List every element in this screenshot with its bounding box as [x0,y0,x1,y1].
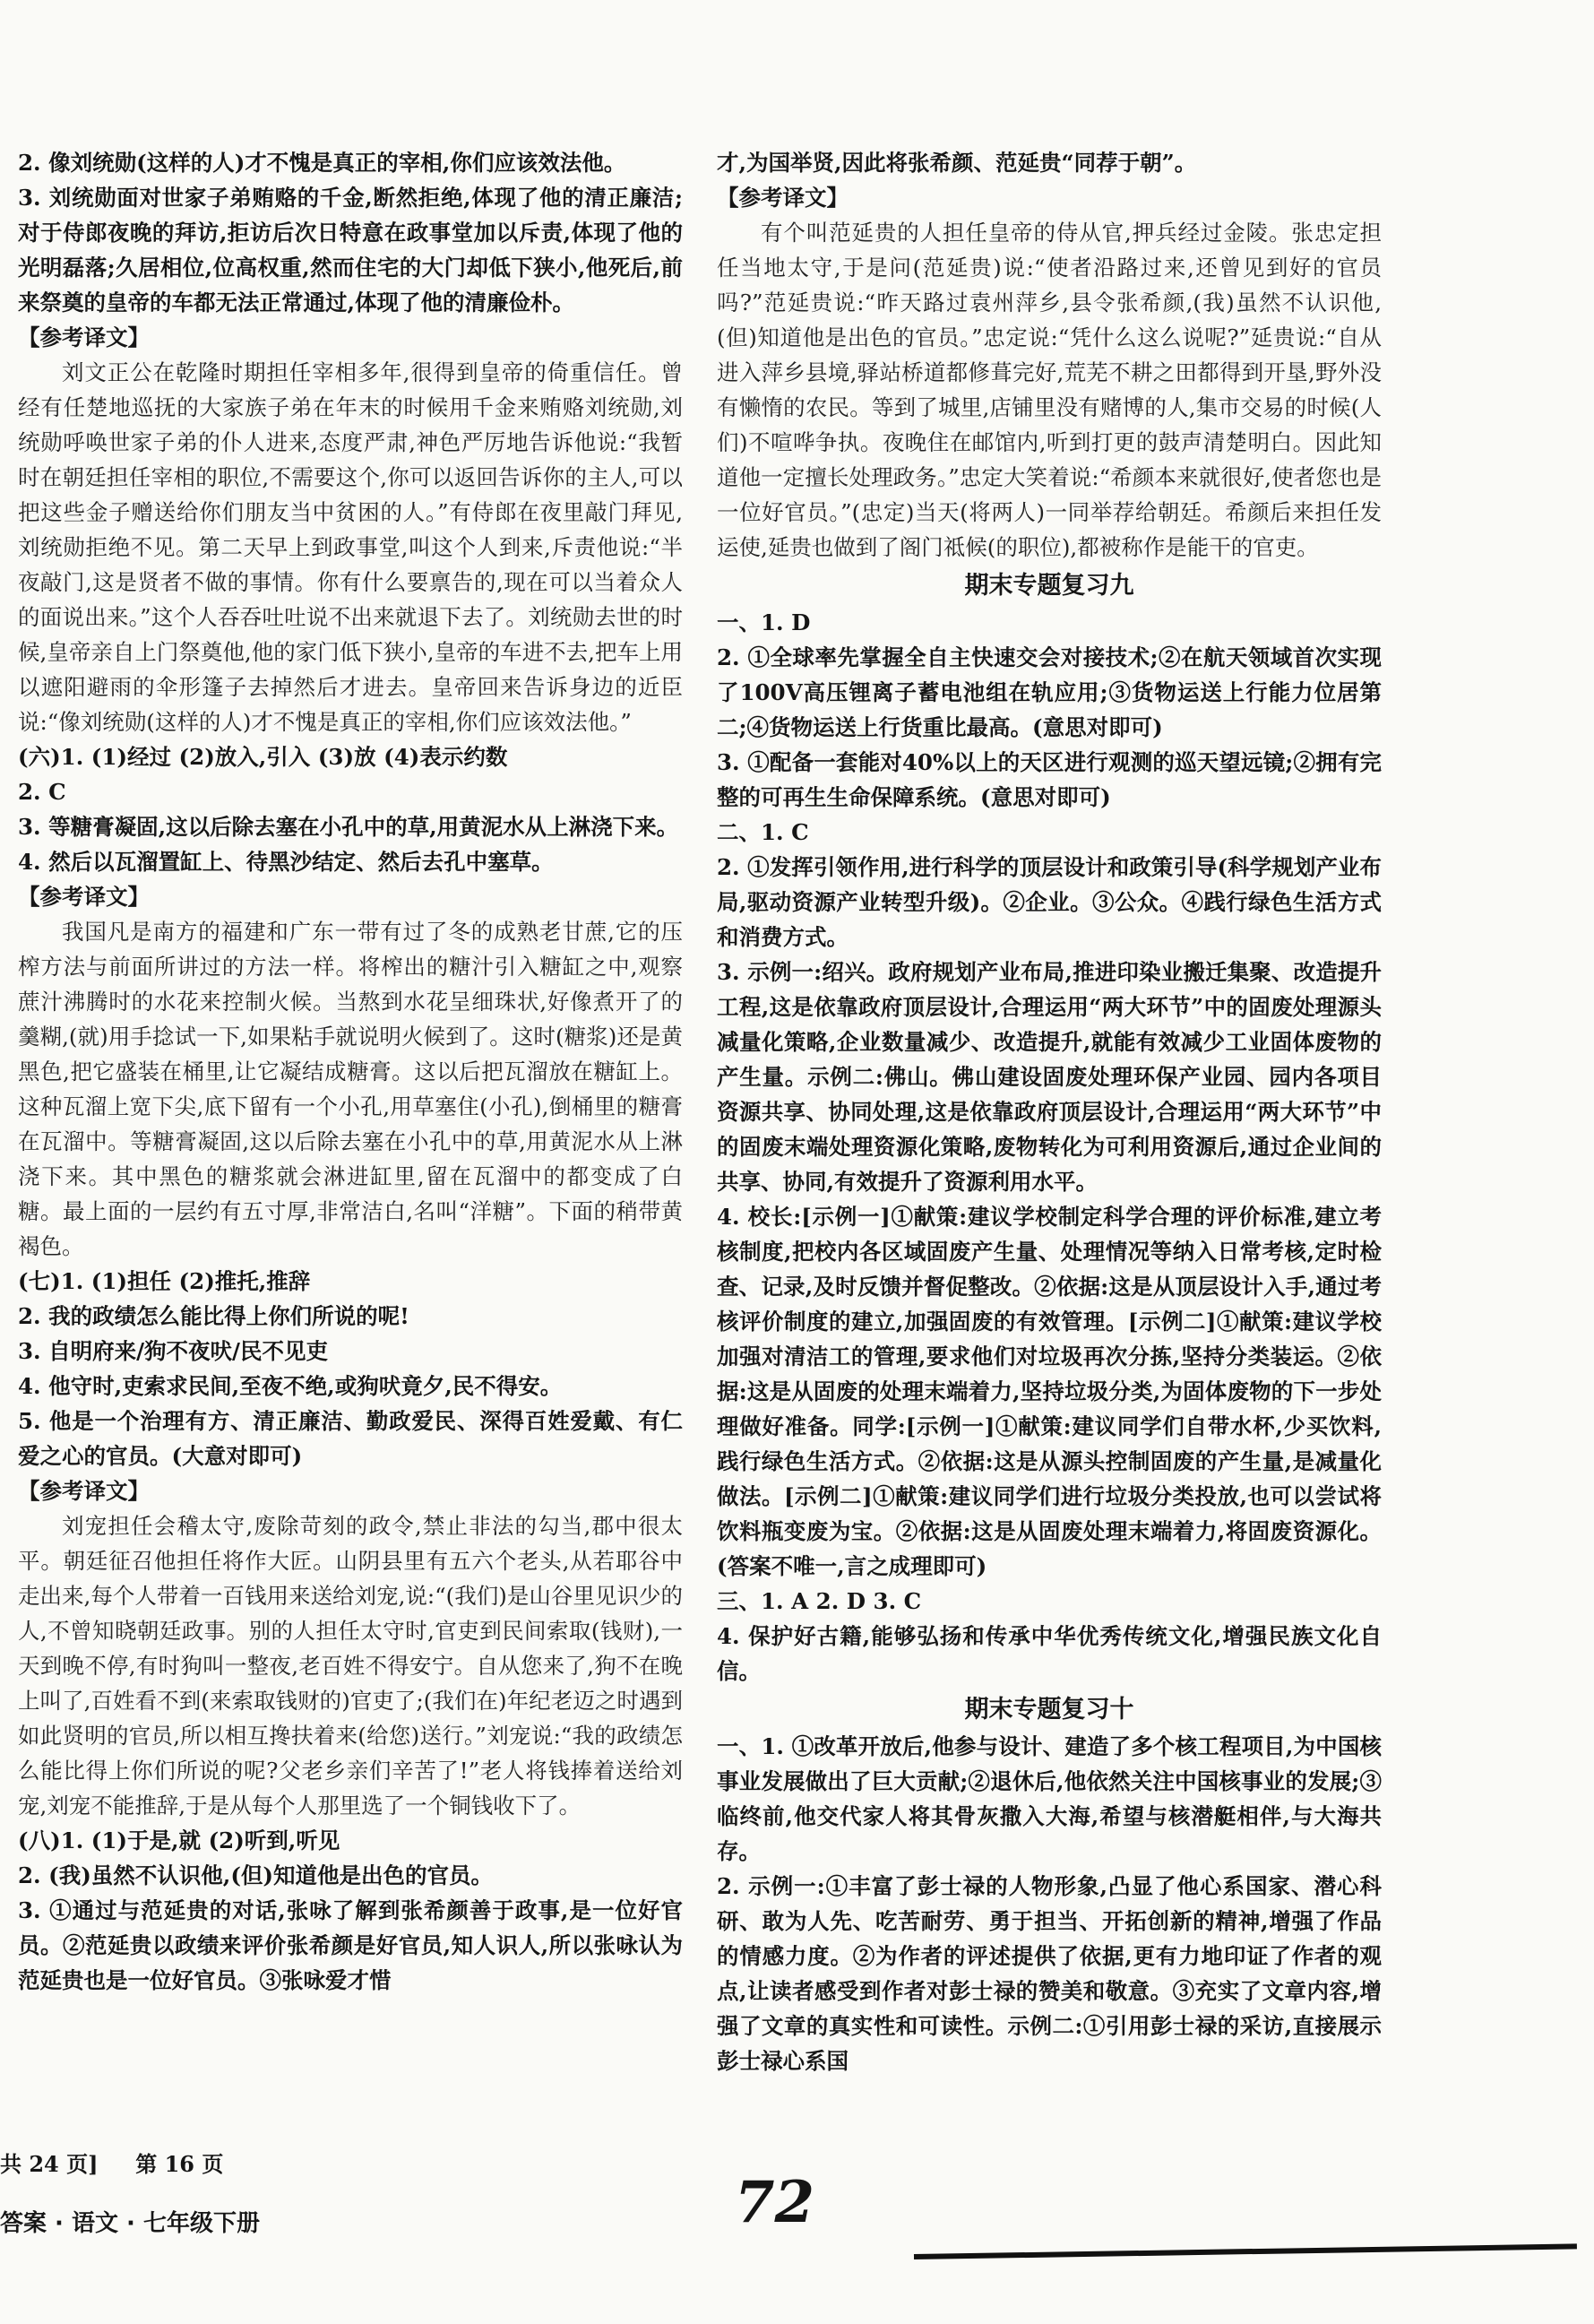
answer-item: 三、1. A 2. D 3. C [717,1588,922,1614]
answer-item: 3. ①配备一套能对40%以上的天区进行观测的巡天望远镜;②拥有完整的可再生生命保障系统。(意思对即可) [717,749,1382,810]
answer-item: 一、1. D [717,609,811,635]
translation-paragraph: 我国凡是南方的福建和广东一带有过了冬的成熟老甘蔗,它的压榨方法与前面所讲过的方法一样。将榨出的糖汁引入糖缸之中,观察蔗汁沸腾时的水花来控制火候。当熬到水花呈细珠状,好像煮开了的羹糊,(就)用手捻试一下,如果粘手就说明火候到了。这时(糖浆)还是黄黑色,把它盛装在桶里,让它凝结成糖膏。这以后把瓦溜放在糖缸上。这种瓦溜上宽下尖,底下留有一个小孔,用草塞住(小孔),倒桶里的糖膏在瓦溜中。等糖膏凝固,这以后除去塞在小孔中的草,用黄泥水从上淋浇下来。其中黑色的糖浆就会淋进缸里,留在瓦溜中的都变成了白糖。最上面的一层约有五寸厚,非常洁白,名叫“洋糖”。下面的稍带黄褐色。 [18,919,683,1259]
answer-item: 一、1. ①改革开放后,他参与设计、建造了多个核工程项目,为中国核事业发展做出了巨大贡献;②退休后,他依然关注中国核事业的发展;③临终前,他交代家人将其骨灰撒入大海,希望与核潜艇相伴,与大海共存。 [717,1733,1382,1864]
answer-item: (六)1. (1)经过 (2)放入,引入 (3)放 (4)表示约数 [18,744,508,770]
answer-item: 4. 然后以瓦溜置缸上、待黑沙结定、然后去孔中塞草。 [18,849,554,875]
answer-item: 4. 保护好古籍,能够弘扬和传承中华优秀传统文化,增强民族文化自信。 [717,1623,1382,1684]
answer-item: 2. 我的政绩怎么能比得上你们所说的呢! [18,1303,409,1329]
translation-paragraph: 有个叫范延贵的人担任皇帝的侍从官,押兵经过金陵。张忠定担任当地太守,于是问(范延贵)说:“使者沿路过来,还曾见到好的官员吗?”范延贵说:“昨天路过袁州萍乡,县令张希颜,(我)虽然不认识他,(但)知道他是出色的官员。”忠定说:“凭什么这么说呢?”延贵说:“自从进入萍乡县境,驿站桥道都修葺完好,荒芜不耕之田都得到开垦,野外没有懒惰的农民。等到了城里,店铺里没有赌博的人,集市交易的时候(人们)不喧哗争执。夜晚住在邮馆内,听到打更的鼓声清楚明白。因此知道他一定擅长处理政务。”忠定大笑着说:“希颜本来就很好,使者您也是一位好官员。”(忠定)当天(将两人)一同举荐给朝廷。希颜后来担任发运使,延贵也做到了阁门祗候(的职位),都被称作是能干的官吏。 [717,220,1382,560]
answer-item: 3. 示例一:绍兴。政府规划产业布局,推进印染业搬迁集聚、改造提升工程,这是依靠政府顶层设计,合理运用“两大环节”中的固废处理源头减量化策略,企业数量减少、改造提升,就能有效减少工业固体废物的产生量。示例二:佛山。佛山建设固废处理环保产业园、园内各项目资源共享、协同处理,这是依靠政府顶层设计,合理运用“两大环节”中的固废末端处理资源化策略,废物转化为可利用资源后,通过企业间的共享、协同,有效提升了资源利用水平。 [717,959,1382,1195]
answer-item: 3. 刘统勋面对世家子弟贿赂的千金,断然拒绝,体现了他的清正廉洁;对于侍郎夜晚的拜访,拒访后次日特意在政事堂加以斥责,体现了他的光明磊落;久居相位,位高权重,然而住宅的大门却低下狭小,他死后,前来祭奠的皇帝的车都无法正常通过,体现了他的清廉俭朴。 [18,185,683,315]
answer-item: 2. 示例一:①丰富了彭士禄的人物形象,凸显了他心系国家、潜心科研、敢为人先、吃苦耐劳、勇于担当、开拓创新的精神,增强了作品的情感力度。②为作者的评述提供了依据,更有力地印证了作者的观点,让读者感受到作者对彭士禄的赞美和敬意。③充实了文章内容,增强了文章的真实性和可读性。示例二:①引用彭士禄的采访,直接展示彭士禄心系国 [717,1873,1382,2074]
answer-item: 2. 像刘统勋(这样的人)才不愧是真正的宰相,你们应该效法他。 [18,150,626,176]
translation-paragraph: 刘宠担任会稽太守,废除苛刻的政令,禁止非法的勾当,郡中很太平。朝廷征召他担任将作大匠。山阴县里有五六个老头,从若耶谷中走出来,每个人带着一百钱用来送给刘宠,说:“(我们)是山谷里见识少的人,不曾知晓朝廷政事。别的人担任太守时,官吏到民间索取(钱财),一天到晚不停,有时狗叫一整夜,老百姓不得安宁。自从您来了,狗不在晚上叫了,百姓看不到(来索取钱财的)官吏了;(我们在)年纪老迈之时遇到如此贤明的官员,所以相互搀扶着来(给您)送行。”刘宠说:“我的政绩怎么能比得上你们所说的呢?父老乡亲们辛苦了!”老人将钱捧着送给刘宠,刘宠不能推辞,于是从每个人那里选了一个铜钱收下了。 [18,1513,683,1819]
answer-item: (七)1. (1)担任 (2)推托,推辞 [18,1268,311,1294]
answer-item: (八)1. (1)于是,就 (2)听到,听见 [18,1827,340,1853]
answer-item: 4. 他守时,吏索求民间,至夜不绝,或狗吠竟夕,民不得安。 [18,1373,563,1399]
answer-item: 5. 他是一个治理有方、清正廉洁、勤政爱民、深得百姓爱戴、有仁爱之心的官员。(大意对即可) [18,1408,683,1469]
right-column [717,145,1382,2078]
footer-current-page: 第 16 页 [135,2151,224,2177]
answer-item: 2. C [18,779,66,805]
footer-book-title: 答案 · 语文 · 七年级下册 [0,2210,260,2237]
answer-item: 3. ①通过与范延贵的对话,张咏了解到张希颜善于政事,是一位好官员。②范延贵以政绩来评价张希颜是好官员,知人识人,所以张咏认为范延贵也是一位好官员。③张咏爱才惜 [18,1897,683,1993]
answer-item: 2. ①发挥引领作用,进行科学的顶层设计和政策引导(科学规划产业布局,驱动资源产业转型升级)。②企业。③公众。④践行绿色生活方式和消费方式。 [717,854,1382,950]
footer-total-pages: 共 24 页] [0,2151,99,2177]
section-title: 期末专题复习九 [964,572,1134,600]
answer-item: 才,为国举贤,因此将张希颜、范延贵“同荐于朝”。 [717,150,1197,176]
answer-item: 3. 自明府来/狗不夜吠/民不见吏 [18,1338,329,1364]
reference-translation-heading: 【参考译文】 [18,884,150,910]
bottom-rule [914,2243,1577,2259]
answer-item: 二、1. C [717,819,809,845]
footer-page-info [0,2147,223,2178]
section-title: 期末专题复习十 [964,1696,1134,1724]
translation-paragraph: 刘文正公在乾隆时期担任宰相多年,很得到皇帝的倚重信任。曾经有任楚地巡抚的大家族子弟在年末的时候用千金来贿赂刘统勋,刘统勋呼唤世家子弟的仆人进来,态度严肃,神色严厉地告诉他说:“我暂时在朝廷担任宰相的职位,不需要这个,你可以返回告诉你的主人,可以把这些金子赠送给你们朋友当中贫困的人。”有侍郎在夜里敲门拜见,刘统勋拒绝不见。第二天早上到政事堂,叫这个人到来,斥责他说:“半夜敲门,这是贤者不做的事情。你有什么要禀告的,现在可以当着众人的面说出来。”这个人吞吞吐吐说不出来就退下去了。刘统勋去世的时候,皇帝亲自上门祭奠他,他的家门低下狭小,皇帝的车进不去,把车上用以遮阳避雨的伞形篷子去掉然后才进去。皇帝回来告诉身边的近臣说:“像刘统勋(这样的人)才不愧是真正的宰相,你们应该效法他。” [18,359,683,735]
answer-item: 2. ①全球率先掌握全自主快速交会对接技术;②在航天领域首次实现了100V高压锂离子蓄电池组在轨应用;③货物运送上行能力位居第二;④货物运送上行货重比最高。(意思对即可) [717,644,1382,740]
answer-item: 2. (我)虽然不认识他,(但)知道他是出色的官员。 [18,1862,494,1888]
reference-translation-heading: 【参考译文】 [18,324,150,350]
reference-translation-heading: 【参考译文】 [717,185,849,211]
page-number: 72 [735,2169,815,2236]
reference-translation-heading: 【参考译文】 [18,1478,150,1504]
answer-item: 4. 校长:[示例一]①献策:建议学校制定科学合理的评价标准,建立考核制度,把校内各区域固废产生量、处理情况等纳入日常考核,定时检查、记录,及时反馈并督促整改。②依据:这是从顶层设计入手,通过考核评价制度的建立,加强固废的有效管理。[示例二]①献策:建议学校加强对清洁工的管理,要求他们对垃圾再次分拣,坚持分类装运。②依据:这是从固废的处理末端着力,坚持垃圾分类,为固体废物的下一步处理做好准备。同学:[示例一]①献策:建议同学们自带水杯,少买饮料,践行绿色生活方式。②依据:这是从源头控制固废的产生量,是减量化做法。[示例二]①献策:建议同学们进行垃圾分类投放,也可以尝试将饮料瓶变废为宝。②依据:这是从固废处理末端着力,将固废资源化。(答案不唯一,言之成理即可) [717,1204,1382,1579]
left-column [18,145,683,1998]
answer-item: 3. 等糖膏凝固,这以后除去塞在小孔中的草,用黄泥水从上淋浇下来。 [18,814,679,840]
